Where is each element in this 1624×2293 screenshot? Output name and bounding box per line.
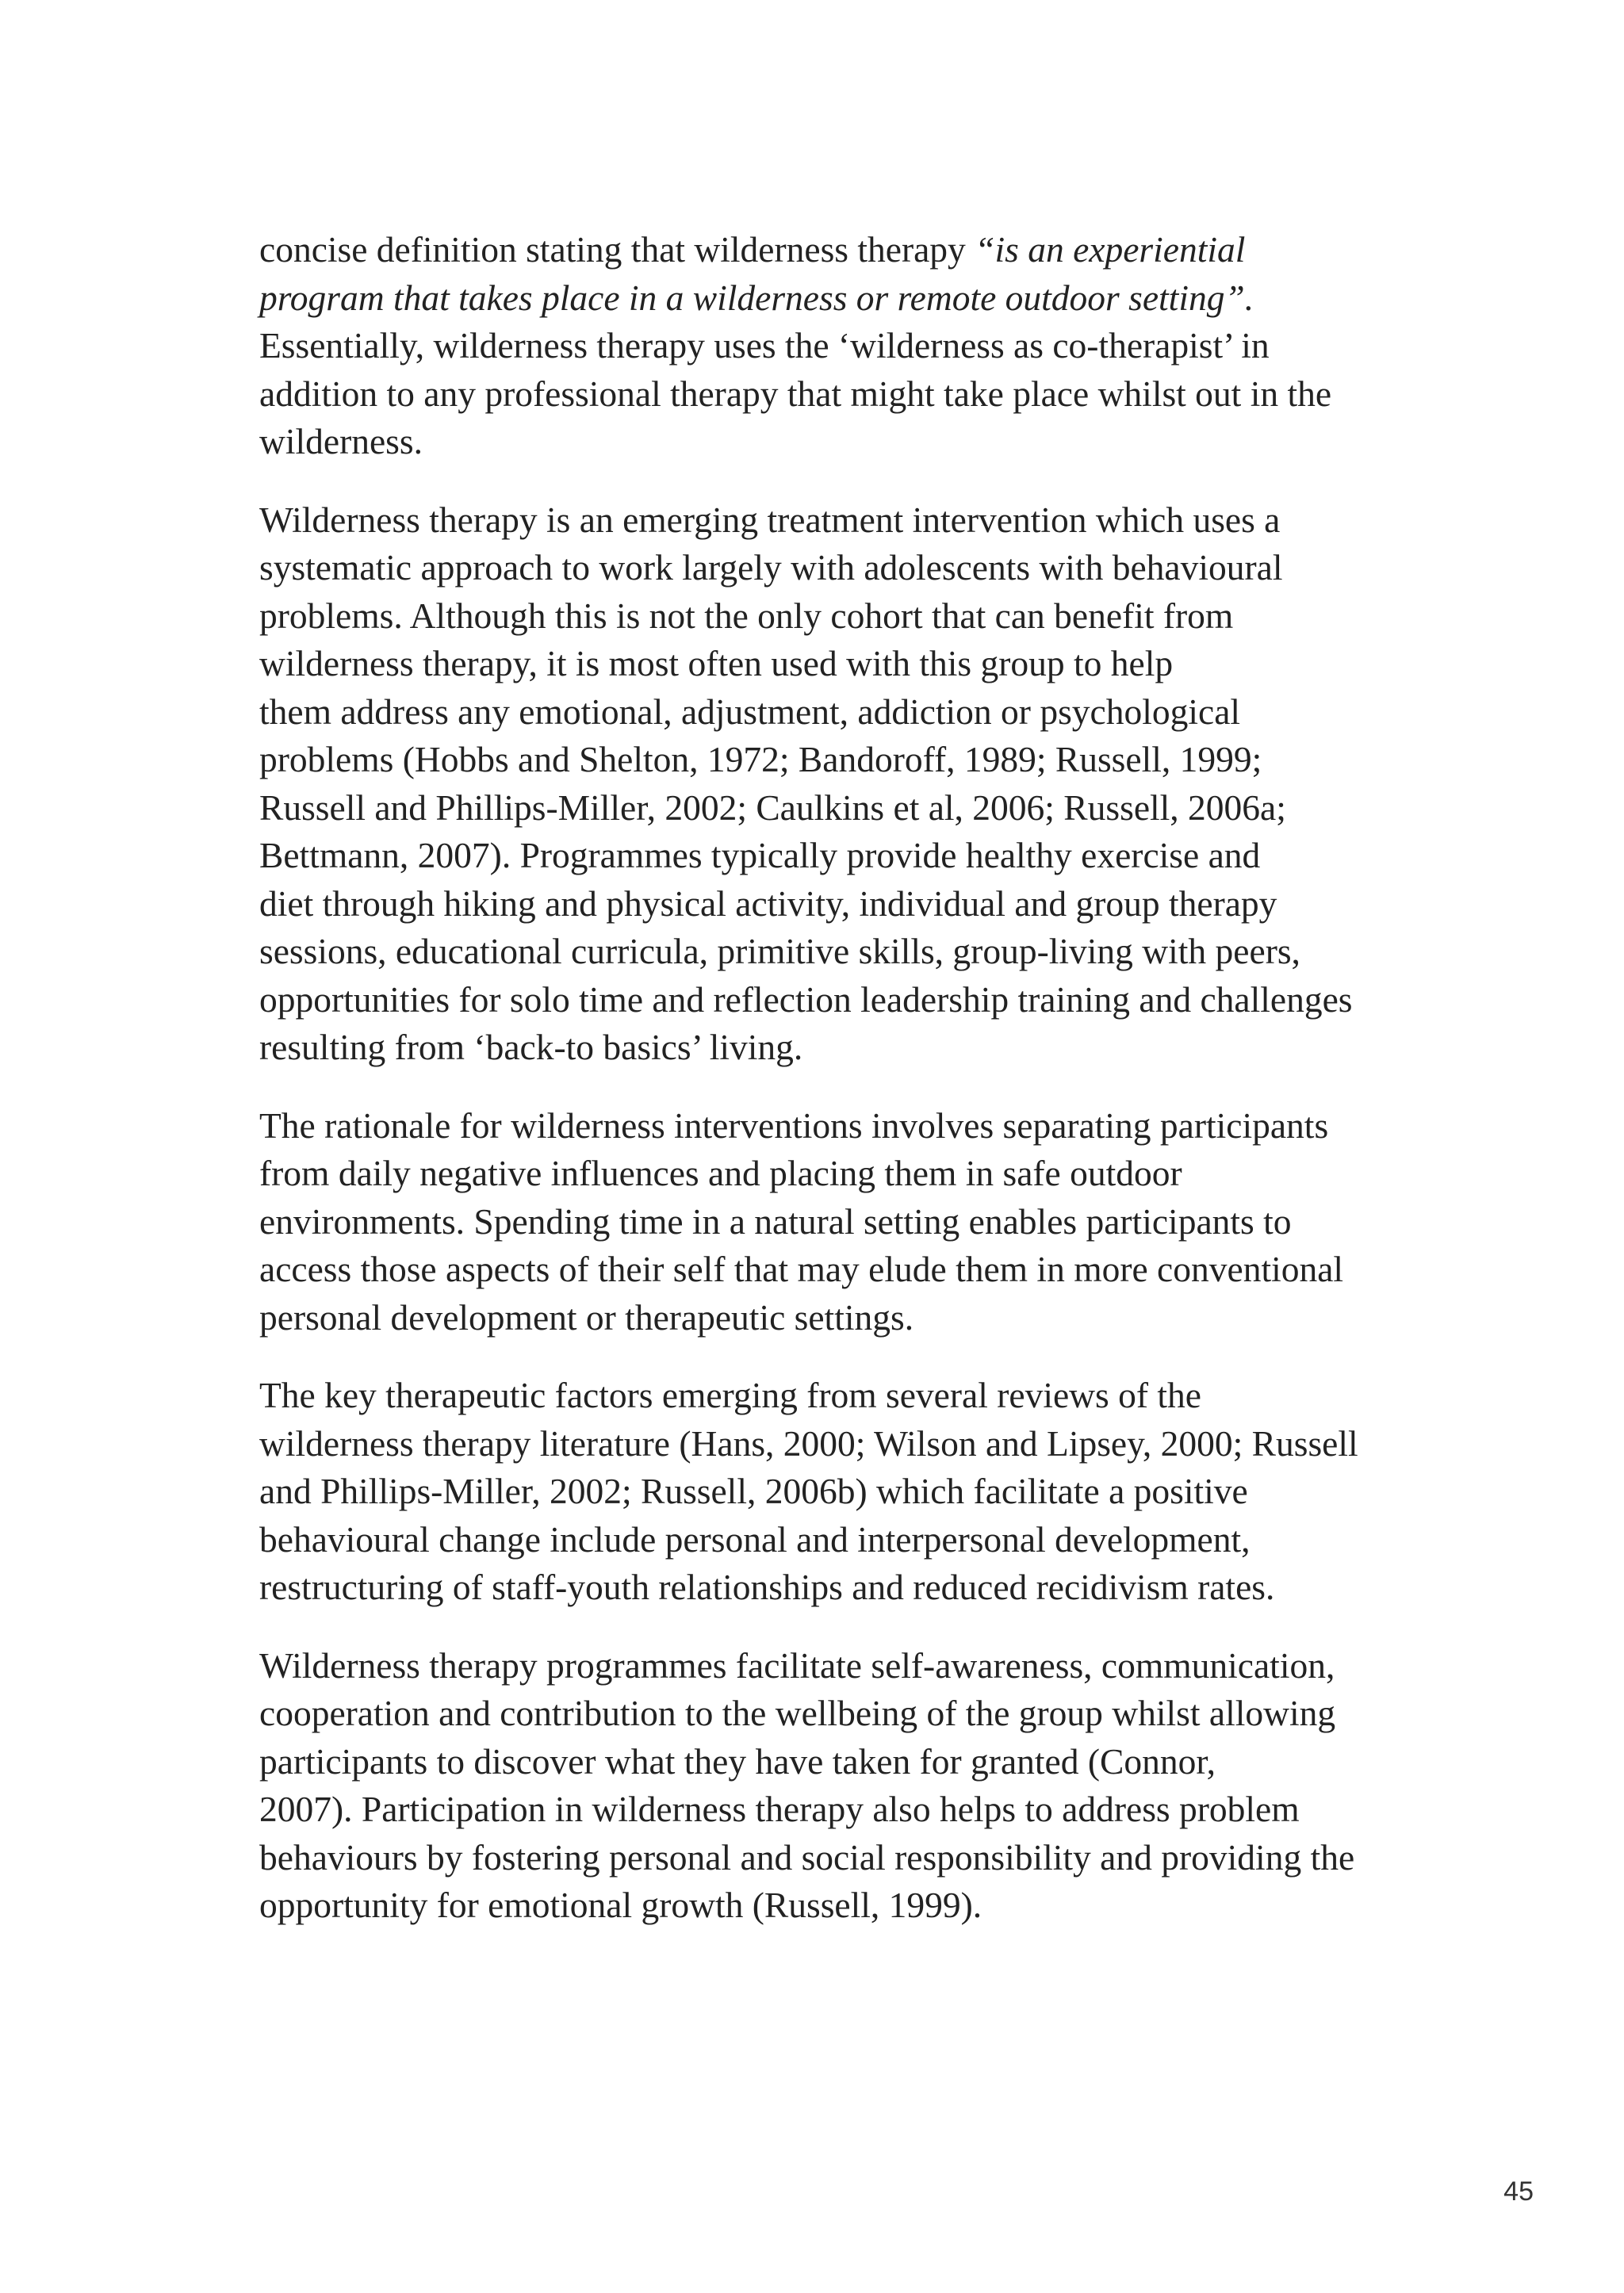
text-line bbox=[259, 928, 1409, 976]
text-line bbox=[259, 736, 1409, 784]
text-line bbox=[259, 226, 1409, 274]
text-segment: Wilderness therapy programmes facilitate self-awareness, communication, bbox=[259, 1644, 1335, 1686]
text-segment: opportunity for emotional growth (Russell, 1999). bbox=[259, 1885, 982, 1925]
paragraph bbox=[259, 1372, 1409, 1612]
text-line bbox=[259, 1786, 1409, 1834]
text-line bbox=[259, 274, 1409, 323]
text-line bbox=[259, 544, 1409, 592]
text-line bbox=[259, 1294, 1409, 1342]
text-segment: Russell and Phillips-Miller, 2002; Caulkins et al, 2006; Russell, 2006a; bbox=[259, 787, 1286, 828]
text-segment: cooperation and contribution to the wellbeing of the group whilst allowing bbox=[259, 1693, 1336, 1733]
text-segment: Essentially, wilderness therapy uses the ‘wilderness as co-therapist’ in bbox=[259, 325, 1270, 366]
text-segment: wilderness. bbox=[259, 421, 423, 461]
text-segment: participants to discover what they have taken for granted (Connor, bbox=[259, 1740, 1216, 1782]
text-segment: behavioural change include personal and interpersonal development, bbox=[259, 1518, 1251, 1560]
paragraph bbox=[259, 496, 1409, 1072]
text-line bbox=[259, 1690, 1409, 1738]
text-segment: and Phillips-Miller, 2002; Russell, 2006b) which facilitate a positive bbox=[259, 1471, 1248, 1511]
text-segment: personal development or therapeutic settings. bbox=[259, 1296, 914, 1338]
italic-quote-text: program that takes place in a wilderness or remote outdoor setting”. bbox=[259, 277, 1254, 318]
text-segment: Wilderness therapy is an emerging treatment intervention which uses a bbox=[259, 499, 1281, 540]
text-segment: opportunities for solo time and reflection leadership training and challenges bbox=[259, 978, 1353, 1020]
text-segment: behaviours by fostering personal and social responsibility and providing the bbox=[259, 1836, 1355, 1878]
text-line bbox=[259, 322, 1409, 370]
text-line bbox=[259, 1150, 1409, 1198]
text-segment: environments. Spending time in a natural setting enables participants to bbox=[259, 1200, 1292, 1242]
text-line bbox=[259, 1516, 1409, 1564]
text-line bbox=[259, 1372, 1409, 1420]
text-segment: restructuring of staff-youth relationships and reduced recidivism rates. bbox=[259, 1567, 1275, 1607]
text-segment: The key therapeutic factors emerging from several reviews of the bbox=[259, 1375, 1201, 1415]
text-line bbox=[259, 640, 1409, 688]
text-segment: sessions, educational curricula, primitive skills, group-living with peers, bbox=[259, 931, 1300, 971]
text-line bbox=[259, 976, 1409, 1024]
text-line bbox=[259, 1468, 1409, 1516]
text-segment: concise definition stating that wilderness therapy bbox=[259, 229, 975, 270]
text-line bbox=[259, 784, 1409, 833]
text-line bbox=[259, 1198, 1409, 1246]
text-segment: resulting from ‘back-to basics’ living. bbox=[259, 1027, 803, 1067]
text-segment: them address any emotional, adjustment, addiction or psychological bbox=[259, 691, 1241, 732]
text-segment: addition to any professional therapy that might take place whilst out in the bbox=[259, 373, 1332, 414]
italic-quote-text: “is an experiential bbox=[975, 229, 1246, 270]
text-line bbox=[259, 1564, 1409, 1612]
text-segment: problems (Hobbs and Shelton, 1972; Bandoroff, 1989; Russell, 1999; bbox=[259, 739, 1262, 779]
text-line bbox=[259, 832, 1409, 880]
text-segment: wilderness therapy, it is most often used with this group to help bbox=[259, 643, 1174, 683]
text-segment: The rationale for wilderness interventions involves separating participants bbox=[259, 1104, 1329, 1146]
text-segment: access those aspects of their self that may elude them in more conventional bbox=[259, 1249, 1344, 1289]
text-line bbox=[259, 418, 1409, 466]
text-segment: 2007). Participation in wilderness therapy also helps to address problem bbox=[259, 1789, 1300, 1829]
text-segment: wilderness therapy literature (Hans, 2000; Wilson and Lipsey, 2000; Russell bbox=[259, 1422, 1358, 1464]
page-number: 45 bbox=[1503, 2176, 1534, 2207]
text-segment: Bettmann, 2007). Programmes typically provide healthy exercise and bbox=[259, 835, 1261, 875]
text-line bbox=[259, 496, 1409, 545]
text-segment: problems. Although this is not the only cohort that can benefit from bbox=[259, 595, 1234, 636]
text-line bbox=[259, 688, 1409, 737]
text-line bbox=[259, 1246, 1409, 1294]
paragraph bbox=[259, 1642, 1409, 1930]
text-segment: diet through hiking and physical activity, individual and group therapy bbox=[259, 882, 1277, 924]
text-line bbox=[259, 1024, 1409, 1072]
text-line bbox=[259, 1102, 1409, 1150]
text-line bbox=[259, 1642, 1409, 1690]
text-line bbox=[259, 592, 1409, 641]
text-line bbox=[259, 1420, 1409, 1468]
text-line bbox=[259, 370, 1409, 419]
text-line bbox=[259, 880, 1409, 928]
text-line bbox=[259, 1738, 1409, 1786]
paragraph bbox=[259, 226, 1409, 466]
paragraph bbox=[259, 1102, 1409, 1342]
text-segment: from daily negative influences and placing them in safe outdoor bbox=[259, 1153, 1182, 1193]
text-segment: systematic approach to work largely with adolescents with behavioural bbox=[259, 547, 1283, 588]
body-text bbox=[259, 226, 1409, 1960]
text-line bbox=[259, 1834, 1409, 1882]
text-line bbox=[259, 1881, 1409, 1930]
